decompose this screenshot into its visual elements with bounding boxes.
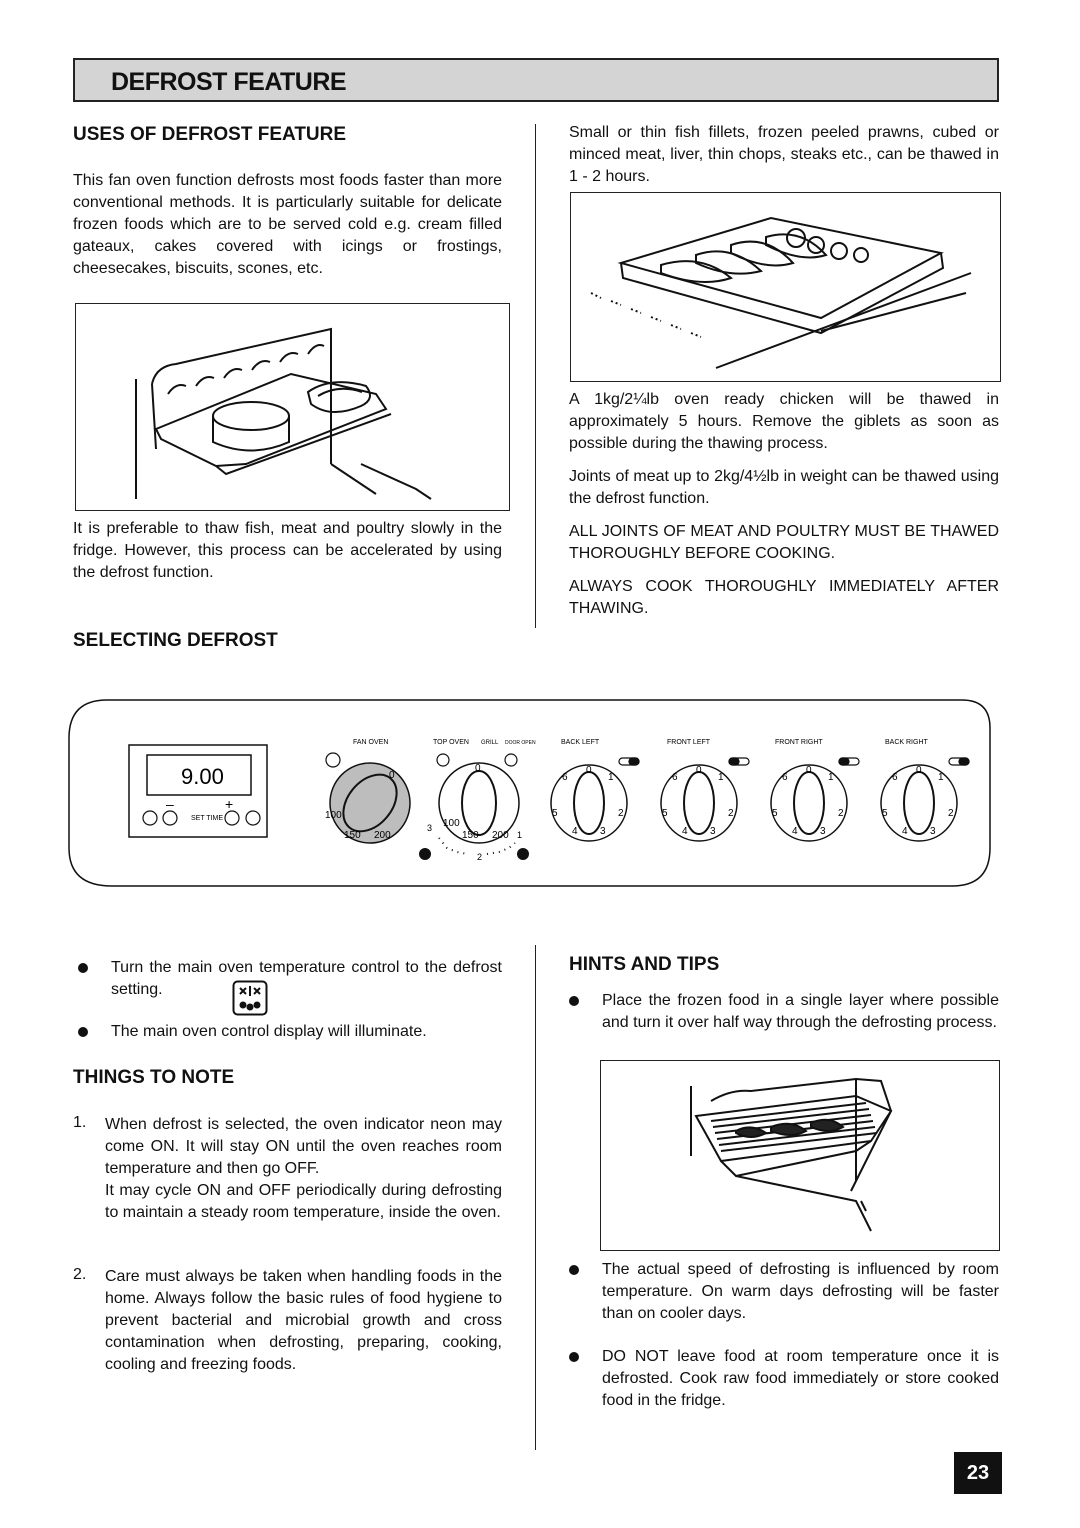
top-mark-100: 100 xyxy=(443,818,460,829)
uses-text: This fan oven function defrosts most foods faster than more conventional methods. It is particularly suitable for delicate frozen foods which are to be served cold e.g. cream filled gateaux, cakes covered with icings or frostings, cheesecakes, biscuits, scones, etc. xyxy=(73,172,502,277)
note-item-2 xyxy=(73,1266,502,1376)
hob4-mark-5: 5 xyxy=(882,808,888,819)
label-back-left: BACK LEFT xyxy=(561,739,600,746)
label-front-right: FRONT RIGHT xyxy=(775,739,823,746)
step-turn-control: Turn the main oven temperature control to the defrost setting. xyxy=(78,957,502,1001)
fish-text: Small or thin fish fillets, frozen peeled prawns, cubed or minced meat, liver, thin chops, steaks etc., can be thawed in 1 - 2 hours. xyxy=(569,124,999,185)
hob2-mark-2: 2 xyxy=(728,808,734,819)
label-fan-oven: FAN OVEN xyxy=(353,739,389,746)
hob3-mark-5: 5 xyxy=(772,808,778,819)
warning-cook: ALWAYS COOK THOROUGHLY IMMEDIATELY AFTER THAWING. xyxy=(569,578,999,617)
hob3-mark-6: 6 xyxy=(782,772,788,783)
hob2-mark-6: 6 xyxy=(672,772,678,783)
note-text: Care must always be taken when handling foods in the home. Always follow the basic rules of food hygiene to prevent bacterial and microbial growth and cross contamination when defrosting, preparing, cooking, cooling and freezing foods. xyxy=(105,1268,502,1373)
clock-display: 9.00 xyxy=(181,764,224,789)
defrost-symbol-icon xyxy=(232,980,268,1016)
note-text: When defrost is selected, the oven indicator neon may come ON. It will stay ON until the oven reaches room temperature and then go OFF. xyxy=(105,1116,502,1177)
hob1-mark-0: 0 xyxy=(586,765,592,776)
hob1-mark-4: 4 xyxy=(572,826,578,837)
grill-mark-1: 1 xyxy=(517,830,523,840)
grill-pan-illustration xyxy=(600,1060,1000,1251)
hob4-mark-4: 4 xyxy=(902,826,908,837)
hint-item: DO NOT leave food at room temperature once it is defrosted. Cook raw food immediately or store cooked food in the fridge. xyxy=(569,1346,999,1412)
joints-text: Joints of meat up to 2kg/4½lb in weight can be thawed using the defrost function. xyxy=(569,468,999,507)
hob3-mark-4: 4 xyxy=(792,826,798,837)
bullet-icon xyxy=(569,1352,579,1362)
page-title: DEFROST FEATURE xyxy=(111,68,347,96)
hob3-mark-1: 1 xyxy=(828,772,834,783)
clock-plus: + xyxy=(225,796,234,812)
chicken-text: A 1kg/2¼lb oven ready chicken will be thawed in approximately 5 hours. Remove the giblets as soon as possible during the thawing process. xyxy=(569,391,999,452)
note-number: 1. xyxy=(73,1114,87,1131)
hob1-mark-1: 1 xyxy=(608,772,614,783)
hob4-mark-2: 2 xyxy=(948,808,954,819)
bullet-icon xyxy=(569,1265,579,1275)
hob3-mark-2: 2 xyxy=(838,808,844,819)
fish-tray-illustration xyxy=(570,192,1001,382)
hints-heading: HINTS AND TIPS xyxy=(569,954,720,975)
top-mark-150: 150 xyxy=(462,830,479,841)
hob2-mark-4: 4 xyxy=(682,826,688,837)
things-to-note-heading: THINGS TO NOTE xyxy=(73,1067,235,1088)
fan-mark-150: 150 xyxy=(344,830,361,841)
hob4-mark-6: 6 xyxy=(892,772,898,783)
hob2-mark-3: 3 xyxy=(710,826,716,837)
hob4-mark-3: 3 xyxy=(930,826,936,837)
step-display-illuminate: The main oven control display will illuminate. xyxy=(78,1021,502,1043)
hob3-mark-0: 0 xyxy=(806,765,812,776)
selecting-heading: SELECTING DEFROST xyxy=(73,630,278,651)
fan-mark-100: 100 xyxy=(325,810,342,821)
page-title-bar xyxy=(73,58,999,102)
column-divider-lower xyxy=(535,945,536,1450)
top-mark-200: 200 xyxy=(492,830,509,841)
oven-cake-illustration xyxy=(75,303,510,511)
fridge-text: It is preferable to thaw fish, meat and poultry slowly in the fridge. However, this process can be accelerated by using the defrost function. xyxy=(73,520,502,581)
hob4-mark-0: 0 xyxy=(916,765,922,776)
uses-heading: USES OF DEFROST FEATURE xyxy=(73,124,347,145)
hob3-mark-3: 3 xyxy=(820,826,826,837)
label-top-oven: TOP OVEN xyxy=(433,739,469,746)
hob1-mark-2: 2 xyxy=(618,808,624,819)
label-grill: GRILL xyxy=(481,740,499,746)
set-time-label: SET TIME xyxy=(191,815,224,822)
label-door-open: DOOR OPEN xyxy=(505,740,536,746)
note-number: 2. xyxy=(73,1266,87,1283)
page-number: 23 xyxy=(954,1452,1002,1494)
hob2-mark-1: 1 xyxy=(718,772,724,783)
grill-mark-2: 2 xyxy=(477,852,483,862)
label-front-left: FRONT LEFT xyxy=(667,739,711,746)
warning-joints: ALL JOINTS OF MEAT AND POULTRY MUST BE THAWED THOROUGHLY BEFORE COOKING. xyxy=(569,523,999,562)
hob2-mark-5: 5 xyxy=(662,808,668,819)
hob4-mark-1: 1 xyxy=(938,772,944,783)
control-panel-illustration xyxy=(67,698,992,888)
bullet-icon xyxy=(569,996,579,1006)
bullet-icon xyxy=(78,963,88,973)
fan-mark-0: 0 xyxy=(389,770,395,781)
hob1-mark-5: 5 xyxy=(552,808,558,819)
note-text-continued: It may cycle ON and OFF periodically during defrosting to maintain a steady room temperature, inside the oven. xyxy=(105,1182,502,1221)
hint-item: The actual speed of defrosting is influenced by room temperature. On warm days defrosting will be faster than on cooler days. xyxy=(569,1259,999,1325)
hob2-mark-0: 0 xyxy=(696,765,702,776)
label-back-right: BACK RIGHT xyxy=(885,739,928,746)
top-mark-0: 0 xyxy=(475,763,481,774)
clock-minus: – xyxy=(166,796,174,812)
hob1-mark-6: 6 xyxy=(562,772,568,783)
bullet-icon xyxy=(78,1027,88,1037)
hob1-mark-3: 3 xyxy=(600,826,606,837)
grill-mark-3: 3 xyxy=(427,823,433,833)
note-item-1 xyxy=(73,1114,502,1224)
fan-mark-200: 200 xyxy=(374,830,391,841)
hint-item: Place the frozen food in a single layer where possible and turn it over half way through the defrosting process. xyxy=(569,990,999,1034)
column-divider xyxy=(535,124,536,628)
